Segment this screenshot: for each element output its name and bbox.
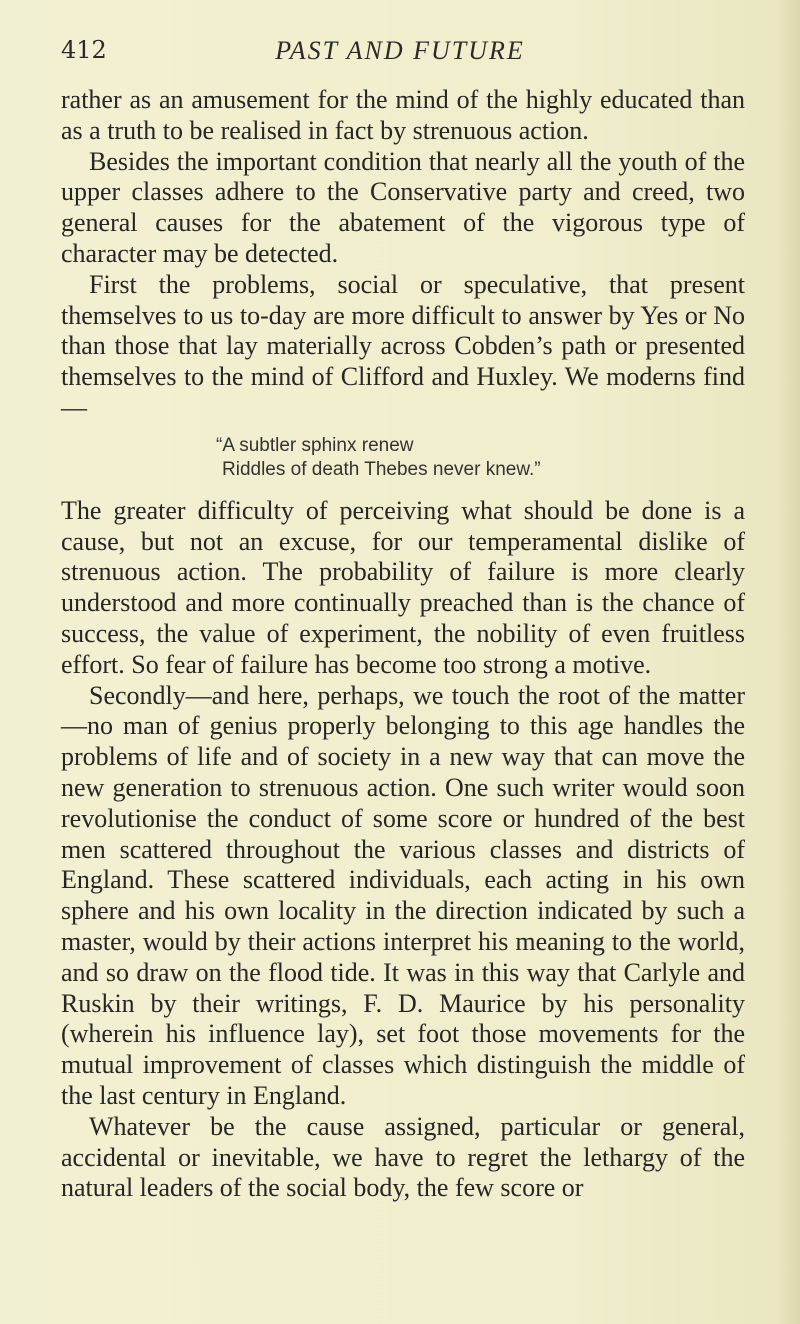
page-number: 412 bbox=[61, 36, 107, 64]
paragraph: Whatever be the cause assigned, particular or general, accidental or inevitable, we have to regret the lethargy of the natural leaders of the social body, the few score or bbox=[61, 1111, 745, 1203]
block-quote bbox=[61, 434, 745, 482]
paragraph: rather as an amusement for the mind of the highly educated than as a truth to be realised in fact by strenuous action. bbox=[61, 85, 745, 145]
body-text bbox=[61, 85, 745, 1204]
paragraph: Besides the important condition that nearly all the youth of the upper classes adhere to the Conservative party and creed, two general causes for the abatement of the vigorous type of character may be detected. bbox=[61, 146, 745, 268]
running-head: PAST AND FUTURE bbox=[275, 36, 525, 65]
paragraph: First the problems, social or speculative, that present themselves to us to-day are more difficult to answer by Yes or No than those that lay materially across Cobden’s path or presented themselves to the mind of Clifford and Huxley. We moderns find— bbox=[61, 269, 745, 422]
paragraph: Secondly—and here, perhaps, we touch the root of the matter—no man of genius properly belonging to this age handles the problems of life and of society in a new way that can move the new generation to strenuous action. One such writer would soon revolutionise the conduct of some score or hundred of the best men scattered throughout the various classes and districts of England. These scattered individuals, each acting in his own sphere and his own locality in the direction indicated by such a master, would by their actions interpret his meaning to the world, and so draw on the flood tide. It was in this way that Carlyle and Ruskin by their writings, F. D. Maurice by his personality (wherein his influence lay), set foot those movements for the mutual improvement of classes which distinguish the middle of the last century in England. bbox=[61, 680, 745, 1110]
page-header bbox=[0, 36, 800, 72]
paragraph: The greater difficulty of perceiving what should be done is a cause, but not an excuse, for our temperamental dislike of strenuous action. The probability of failure is more clearly understood and more continually preached than is the chance of success, the value of experiment, the nobility of even fruitless effort. So fear of failure has become too strong a motive. bbox=[61, 495, 745, 679]
quote-line: “A subtler sphinx renew bbox=[216, 434, 414, 456]
quote-line: Riddles of death Thebes never knew.” bbox=[222, 458, 541, 480]
